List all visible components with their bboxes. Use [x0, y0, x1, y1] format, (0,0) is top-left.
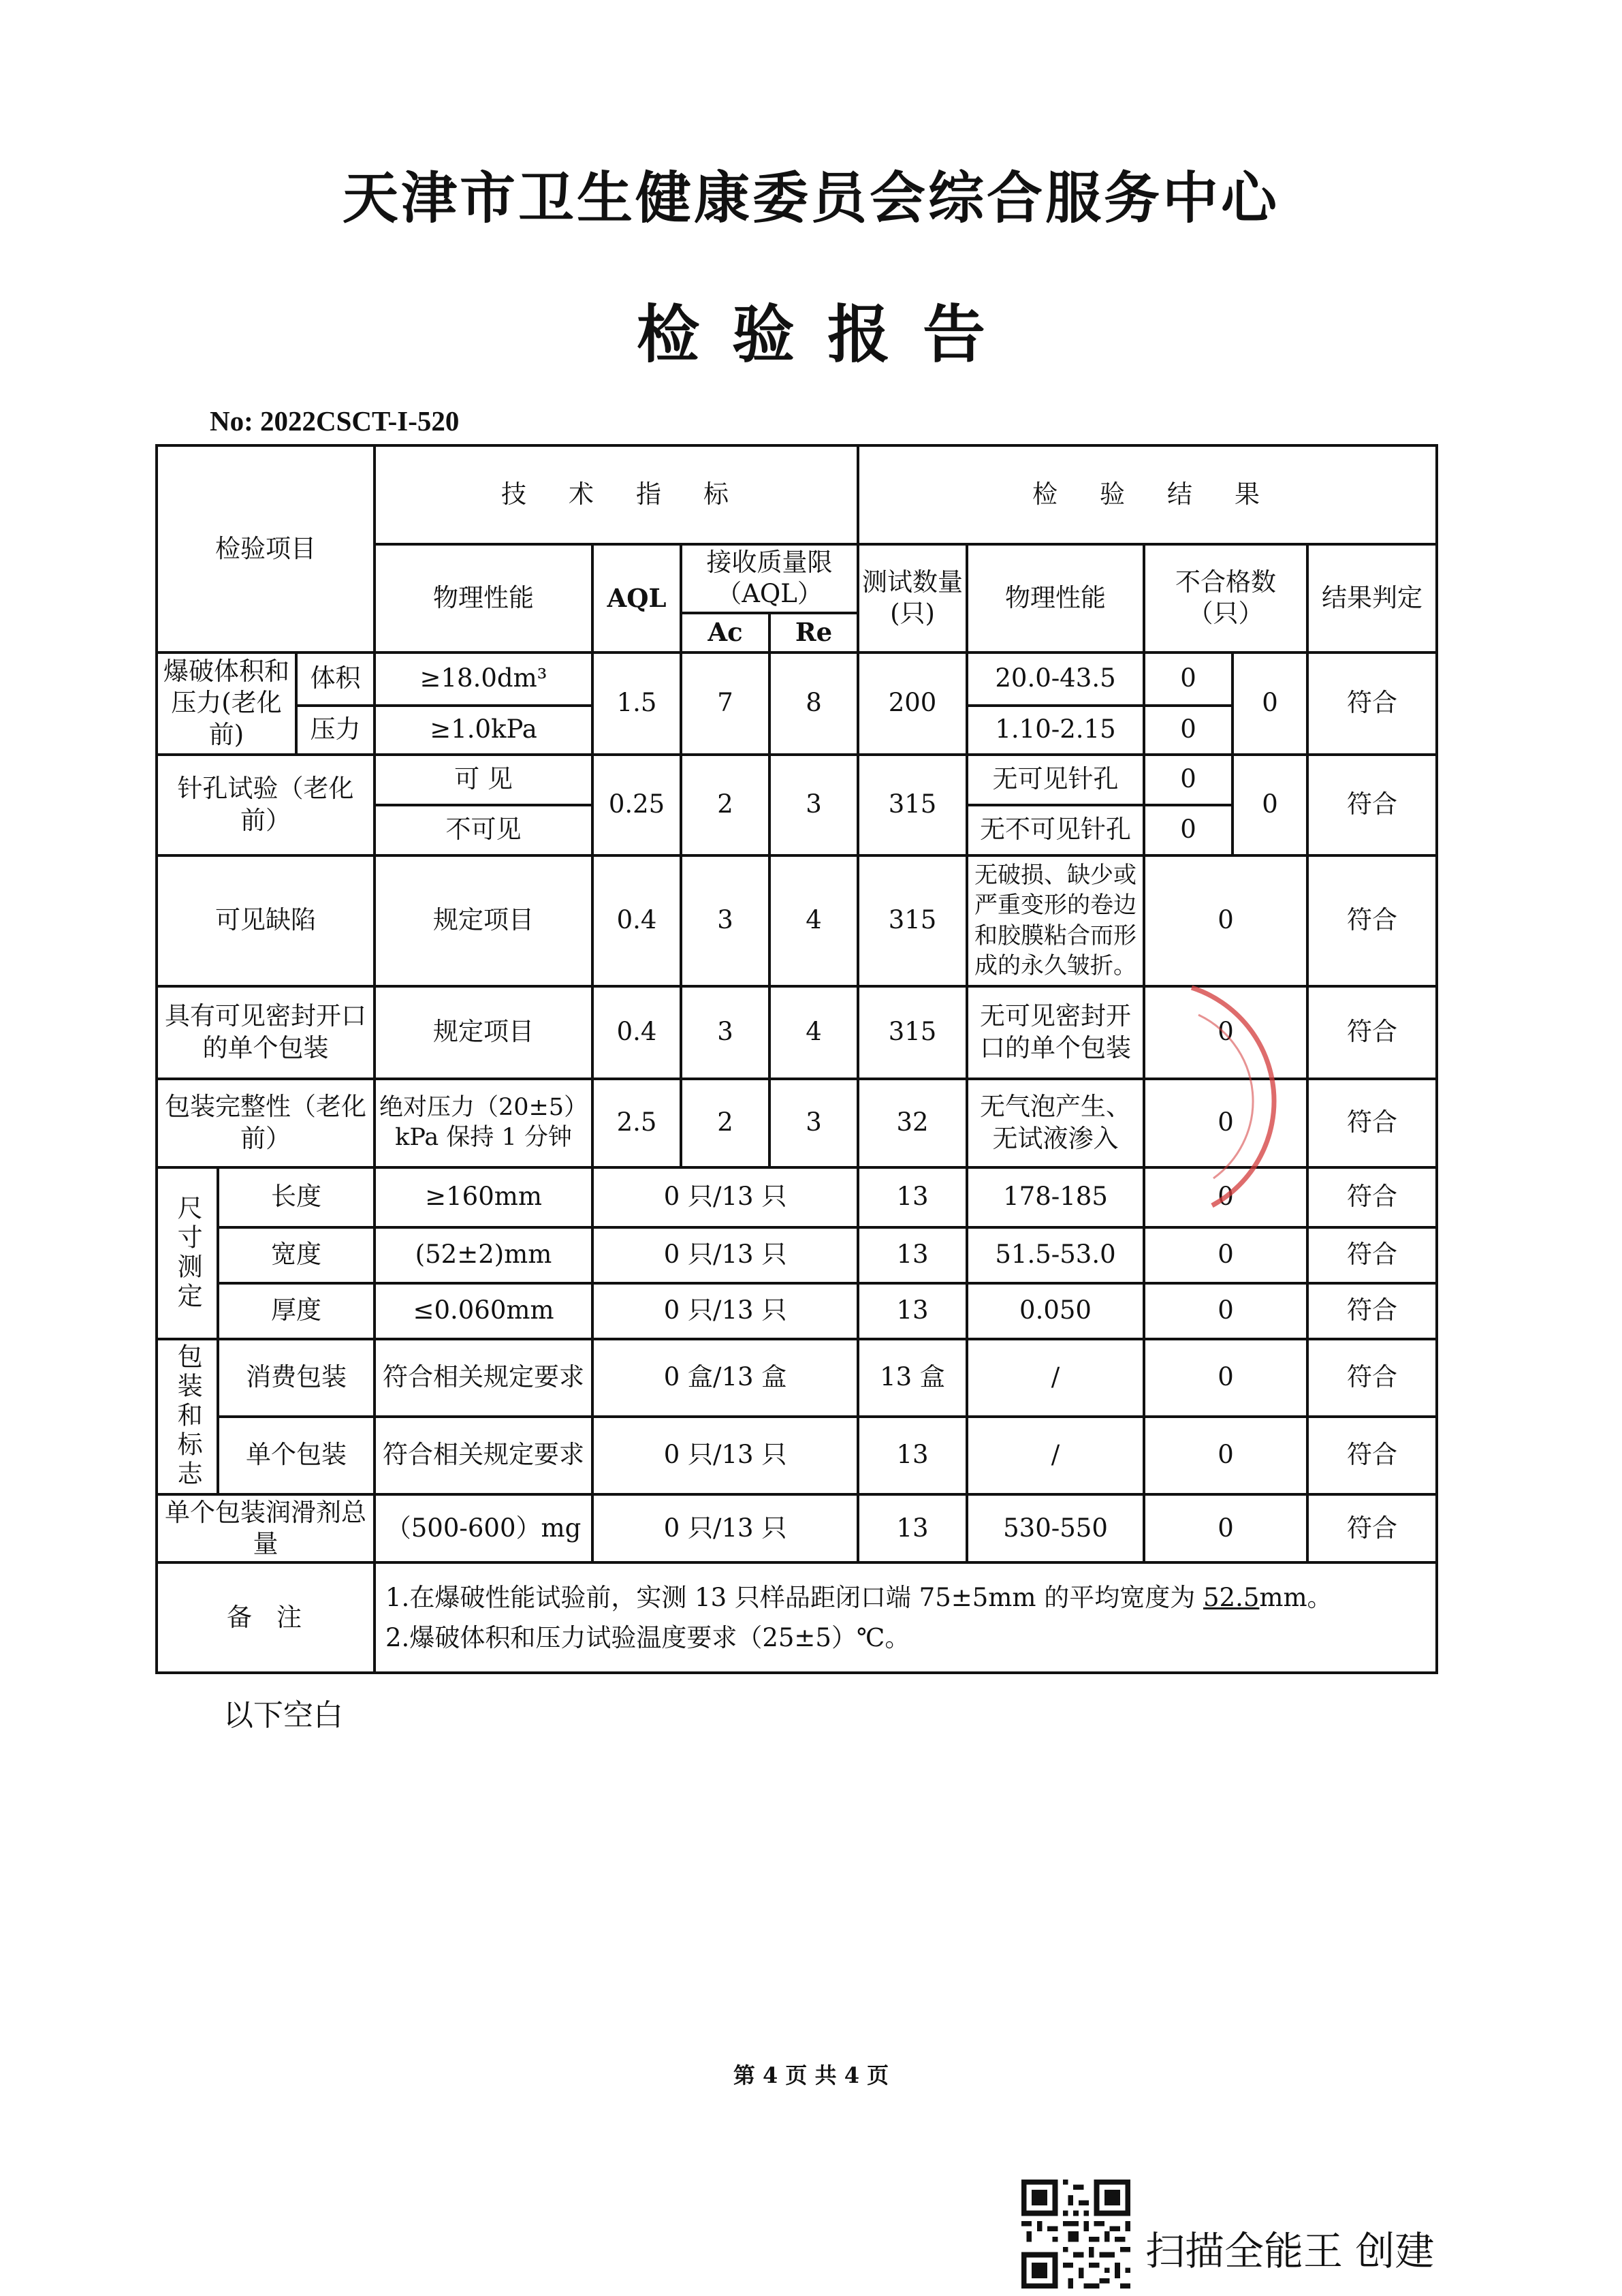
- packaging-row-quantity: 13: [858, 1417, 967, 1494]
- report-title: 检验报告: [636, 298, 1018, 371]
- pinhole-verdict: 符合: [1307, 755, 1437, 855]
- header-physical-performance: 物理性能: [375, 544, 592, 652]
- visible-defect-defects: 0: [1144, 855, 1307, 986]
- pinhole-invisible-defects: 0: [1144, 805, 1233, 855]
- dimension-row-acceptance: 0 只/13 只: [592, 1167, 858, 1227]
- packaging-group-label: 包装和标志: [157, 1339, 218, 1494]
- integrity-verdict: 符合: [1307, 1079, 1437, 1167]
- dimension-row-acceptance: 0 只/13 只: [592, 1227, 858, 1283]
- header-aql: AQL: [592, 544, 681, 652]
- packaging-row-defects: 0: [1144, 1417, 1307, 1494]
- visible-defect-re: 4: [769, 855, 858, 986]
- integrity-item-label: 包装完整性（老化前）: [157, 1079, 375, 1167]
- integrity-re: 3: [769, 1079, 858, 1167]
- burst-volume-result: 20.0-43.5: [967, 652, 1144, 706]
- dimension-row-verdict: 符合: [1307, 1227, 1437, 1283]
- page-number: 第 4 页 共 4 页: [733, 2062, 889, 2088]
- notes-content: [375, 1562, 1437, 1673]
- pinhole-invisible-result: 无不可见针孔: [967, 805, 1144, 855]
- burst-quantity: 200: [858, 652, 967, 755]
- pinhole-item-label: 针孔试验（老化前）: [157, 755, 375, 855]
- lubricant-acceptance: 0 只/13 只: [592, 1494, 858, 1563]
- integrity-quantity: 32: [858, 1079, 967, 1167]
- header-technical-index: 技术指标: [375, 445, 858, 544]
- visible-defect-label: 可见缺陷: [157, 855, 375, 986]
- note-line-1: [385, 1577, 1433, 1618]
- seal-re: 4: [769, 986, 858, 1079]
- dimension-row-result: 0.050: [967, 1283, 1144, 1339]
- dimension-row-verdict: 符合: [1307, 1167, 1437, 1227]
- burst-pressure-defects: 0: [1144, 706, 1233, 755]
- packaging-row-defects: 0: [1144, 1339, 1307, 1417]
- visible-defect-quantity: 315: [858, 855, 967, 986]
- header-test-quantity: 测试数量(只): [858, 544, 967, 652]
- seal-verdict: 符合: [1307, 986, 1437, 1079]
- visible-defect-spec: 规定项目: [375, 855, 592, 986]
- packaging-row-name: 单个包装: [218, 1417, 375, 1494]
- visible-defect-result: 无破损、缺少或严重变形的卷边和胶膜粘合而形成的永久皱折。: [967, 855, 1144, 986]
- lubricant-result: 530-550: [967, 1494, 1144, 1563]
- note-line-2: 2.爆破体积和压力试验温度要求（25±5）℃。: [385, 1623, 910, 1652]
- header-inspection-item: 检验项目: [157, 445, 375, 652]
- dimension-row-defects: 0: [1144, 1227, 1307, 1283]
- packaging-row-verdict: 符合: [1307, 1339, 1437, 1417]
- burst-aql: 1.5: [592, 652, 681, 755]
- pinhole-quantity: 315: [858, 755, 967, 855]
- burst-total-defects: 0: [1233, 652, 1307, 755]
- integrity-defects: 0: [1144, 1079, 1307, 1167]
- burst-volume-spec: ≥18.0dm³: [375, 652, 592, 706]
- dimension-row-acceptance: 0 只/13 只: [592, 1283, 858, 1339]
- burst-volume-label: 体积: [296, 652, 375, 706]
- pinhole-invisible-spec: 不可见: [375, 805, 592, 855]
- header-inspection-result: 检验结果: [858, 445, 1437, 544]
- burst-verdict: 符合: [1307, 652, 1437, 755]
- inspection-table: [155, 444, 1438, 1674]
- burst-pressure-spec: ≥1.0kPa: [375, 706, 592, 755]
- organization-title: 天津市卫生健康委员会综合服务中心: [342, 166, 1279, 231]
- packaging-row-result: /: [967, 1417, 1144, 1494]
- integrity-result: 无气泡产生、无试液渗入: [967, 1079, 1144, 1167]
- packaging-row-result: /: [967, 1339, 1144, 1417]
- dimension-row-defects: 0: [1144, 1283, 1307, 1339]
- seal-result: 无可见密封开口的单个包装: [967, 986, 1144, 1079]
- integrity-spec: 绝对压力（20±5）kPa 保持 1 分钟: [375, 1079, 592, 1167]
- pinhole-ac: 2: [681, 755, 769, 855]
- visible-defect-ac: 3: [681, 855, 769, 986]
- visible-defect-verdict: 符合: [1307, 855, 1437, 986]
- seal-item-label: 具有可见密封开口的单个包装: [157, 986, 375, 1079]
- seal-quantity: 315: [858, 986, 967, 1079]
- burst-pressure-label: 压力: [296, 706, 375, 755]
- pinhole-re: 3: [769, 755, 858, 855]
- pinhole-visible-result: 无可见针孔: [967, 755, 1144, 805]
- burst-ac: 7: [681, 652, 769, 755]
- dimension-row-name: 厚度: [218, 1283, 375, 1339]
- dimension-row-name: 宽度: [218, 1227, 375, 1283]
- pinhole-aql: 0.25: [592, 755, 681, 855]
- dimension-row-quantity: 13: [858, 1227, 967, 1283]
- dimension-row-verdict: 符合: [1307, 1283, 1437, 1339]
- dimension-row-result: 51.5-53.0: [967, 1227, 1144, 1283]
- header-acceptance-limit: 接收质量限（AQL）: [681, 544, 858, 613]
- note-line-1-unit: mm。: [1259, 1582, 1333, 1612]
- lubricant-quantity: 13: [858, 1494, 967, 1563]
- note-line-1-text: 1.在爆破性能试验前，实测 13 只样品距闭口端 75±5mm 的平均宽度为: [385, 1582, 1203, 1612]
- packaging-row-name: 消费包装: [218, 1339, 375, 1417]
- header-ac: Ac: [681, 613, 769, 652]
- pinhole-visible-defects: 0: [1144, 755, 1233, 805]
- lubricant-item-label: 单个包装润滑剂总量: [157, 1494, 375, 1563]
- packaging-row-acceptance: 0 只/13 只: [592, 1417, 858, 1494]
- dimension-row-spec: ≥160mm: [375, 1167, 592, 1227]
- pinhole-visible-spec: 可 见: [375, 755, 592, 805]
- integrity-ac: 2: [681, 1079, 769, 1167]
- seal-ac: 3: [681, 986, 769, 1079]
- dimension-row-spec: (52±2)mm: [375, 1227, 592, 1283]
- burst-pressure-result: 1.10-2.15: [967, 706, 1144, 755]
- header-re: Re: [769, 613, 858, 652]
- dimension-row-quantity: 13: [858, 1167, 967, 1227]
- lubricant-defects: 0: [1144, 1494, 1307, 1563]
- packaging-row-acceptance: 0 盒/13 盒: [592, 1339, 858, 1417]
- dimension-group-label: 尺寸测定: [157, 1167, 218, 1339]
- lubricant-spec: （500-600）mg: [375, 1494, 592, 1563]
- dimension-row-result: 178-185: [967, 1167, 1144, 1227]
- seal-defects: 0: [1144, 986, 1307, 1079]
- dimension-row-spec: ≤0.060mm: [375, 1283, 592, 1339]
- seal-spec: 规定项目: [375, 986, 592, 1079]
- visible-defect-aql: 0.4: [592, 855, 681, 986]
- dimension-row-quantity: 13: [858, 1283, 967, 1339]
- burst-item-label: 爆破体积和压力(老化前): [157, 652, 296, 755]
- report-number: No: 2022CSCT-I-520: [210, 405, 460, 437]
- packaging-row-verdict: 符合: [1307, 1417, 1437, 1494]
- dimension-row-defects: 0: [1144, 1167, 1307, 1227]
- packaging-row-spec: 符合相关规定要求: [375, 1339, 592, 1417]
- header-verdict: 结果判定: [1307, 544, 1437, 652]
- pinhole-total-defects: 0: [1233, 755, 1307, 855]
- burst-volume-defects: 0: [1144, 652, 1233, 706]
- burst-re: 8: [769, 652, 858, 755]
- integrity-aql: 2.5: [592, 1079, 681, 1167]
- header-defect-count: 不合格数（只）: [1144, 544, 1307, 652]
- notes-label: 备注: [157, 1562, 375, 1673]
- seal-aql: 0.4: [592, 986, 681, 1079]
- packaging-row-spec: 符合相关规定要求: [375, 1417, 592, 1494]
- qr-code-icon: [1021, 2180, 1130, 2289]
- packaging-row-quantity: 13 盒: [858, 1339, 967, 1417]
- header-result-physical: 物理性能: [967, 544, 1144, 652]
- blank-below-note: 以下空白: [223, 1698, 343, 1733]
- note-line-1-value: 52.5: [1203, 1582, 1260, 1612]
- dimension-row-name: 长度: [218, 1167, 375, 1227]
- lubricant-verdict: 符合: [1307, 1494, 1437, 1563]
- scanner-watermark-text: 扫描全能王 创建: [1145, 2228, 1435, 2274]
